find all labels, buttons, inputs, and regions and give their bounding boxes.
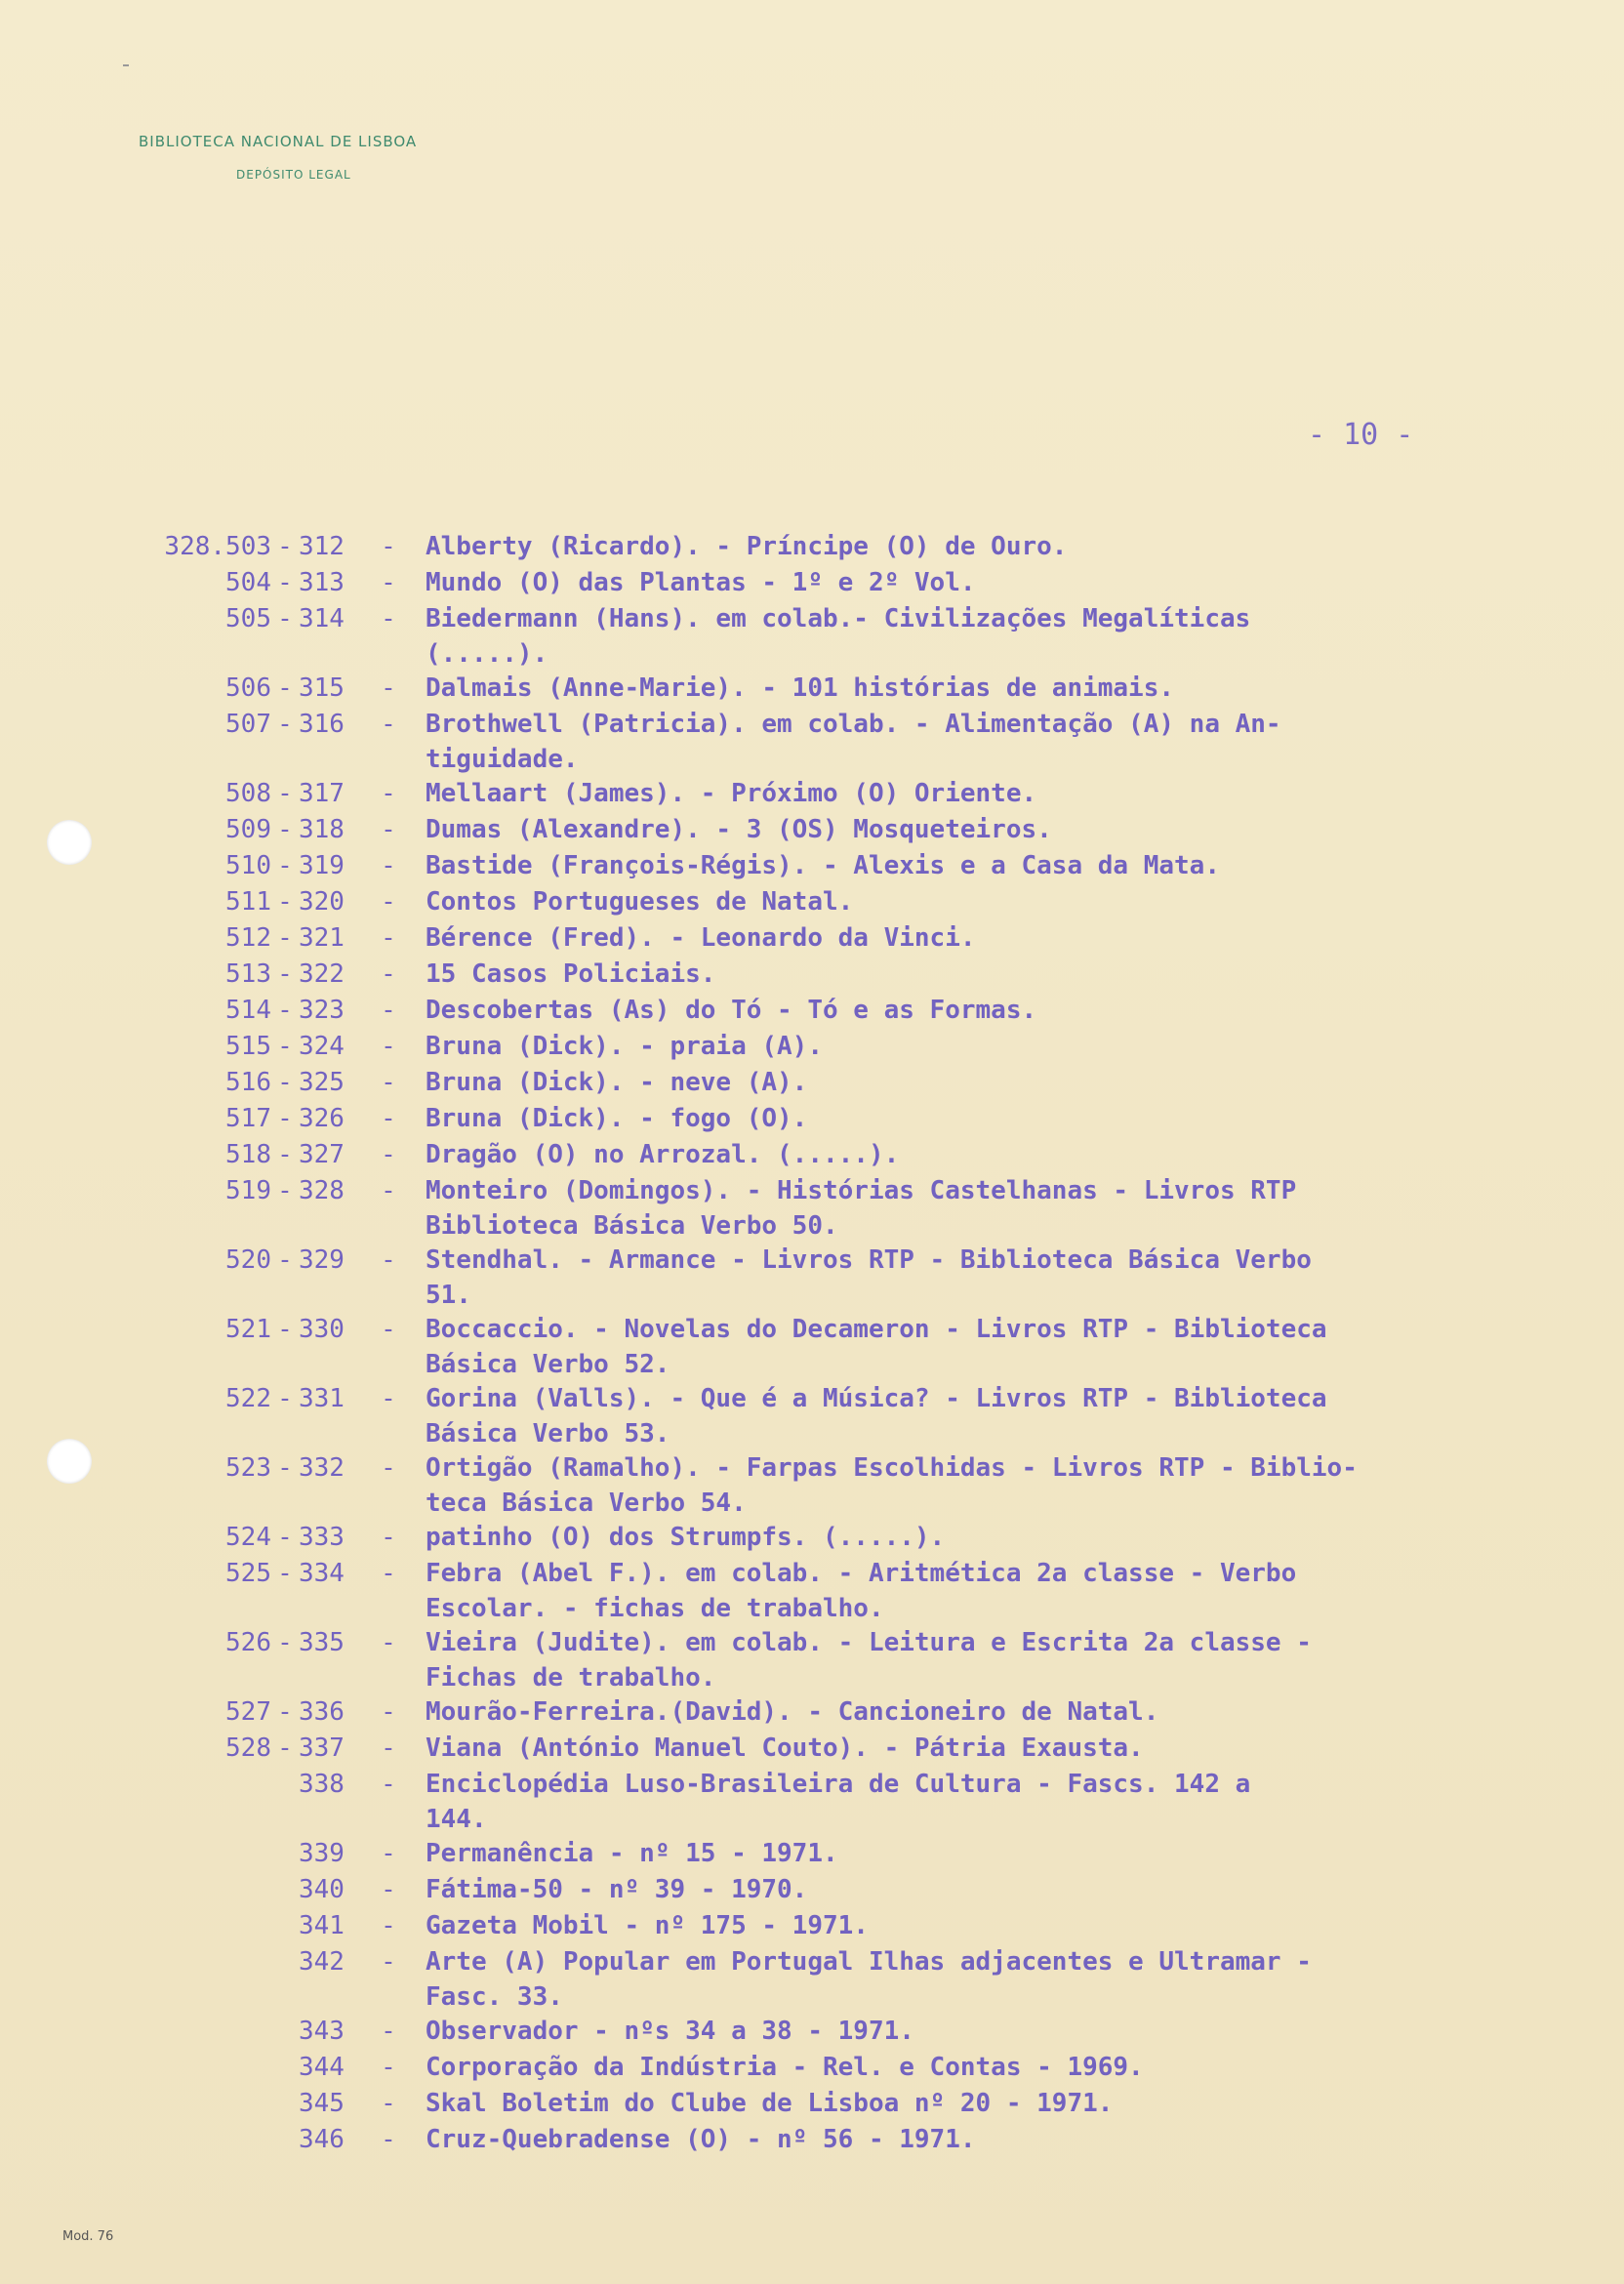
- entry-description: Enciclopédia Luso-Brasileira de Cultura - Fascs. 142 a: [426, 1770, 1251, 1799]
- entry-description: Arte (A) Popular em Portugal Ilhas adjacentes e Ultramar -: [426, 1947, 1312, 1977]
- entry-catalog-number: 505: [225, 604, 271, 633]
- entry-catalog-number: 528: [225, 1733, 271, 1763]
- entry-deposit-number: 339: [299, 1839, 345, 1868]
- entry-continuation-line: [0, 1592, 1624, 1625]
- entry-catalog-number: 518: [225, 1140, 271, 1169]
- entry-continuation-line: [0, 1980, 1624, 2014]
- entry-dash: -: [277, 1104, 293, 1133]
- entry-catalog-number: 521: [225, 1315, 271, 1344]
- entry-catalog-number: 511: [225, 887, 271, 917]
- register-entries: [0, 529, 1624, 2158]
- entry-continuation-line: [0, 1487, 1624, 1520]
- entry-row: [0, 565, 1624, 601]
- entry-dash: -: [381, 1875, 396, 1904]
- entry-description: Brothwell (Patricia). em colab. - Alimentação (A) na An-: [426, 710, 1281, 739]
- entry-row: [0, 1381, 1624, 1417]
- entry-description: Observador - nºs 34 a 38 - 1971.: [426, 2017, 914, 2046]
- entry-deposit-number: 316: [299, 710, 345, 739]
- entry-dash: -: [277, 851, 293, 880]
- entry-deposit-number: 338: [299, 1770, 345, 1799]
- entry-deposit-number: 333: [299, 1523, 345, 1552]
- entry-deposit-number: 324: [299, 1032, 345, 1061]
- entry-dash: -: [381, 2053, 396, 2082]
- entry-description: Cruz-Quebradense (O) - nº 56 - 1971.: [426, 2125, 976, 2154]
- entry-description: Mourão-Ferreira.(David). - Cancioneiro de Natal.: [426, 1697, 1159, 1727]
- entry-description: Stendhal. - Armance - Livros RTP - Biblioteca Básica Verbo: [426, 1245, 1312, 1275]
- entry-catalog-number: 328.503: [164, 532, 271, 561]
- entry-row: [0, 671, 1624, 707]
- entry-description: Ortigão (Ramalho). - Farpas Escolhidas - Livros RTP - Biblio-: [426, 1453, 1358, 1483]
- entry-deposit-number: 346: [299, 2125, 345, 2154]
- entry-dash: -: [277, 532, 293, 561]
- entry-catalog-number: 504: [225, 568, 271, 597]
- entry-continuation-line: [0, 637, 1624, 671]
- entry-description: 51.: [426, 1281, 471, 1310]
- entry-description: 15 Casos Policiais.: [426, 959, 716, 989]
- entry-continuation-line: [0, 1348, 1624, 1381]
- entry-dash: -: [277, 923, 293, 953]
- form-model-number: Mod. 76: [62, 2229, 114, 2244]
- entry-description: Básica Verbo 53.: [426, 1419, 670, 1448]
- entry-row: [0, 1173, 1624, 1209]
- entry-dash: -: [381, 923, 396, 953]
- entry-description: Gorina (Valls). - Que é a Música? - Livros RTP - Biblioteca: [426, 1384, 1327, 1413]
- entry-catalog-number: 514: [225, 996, 271, 1025]
- entry-description: Dalmais (Anne-Marie). - 101 histórias de animais.: [426, 673, 1175, 703]
- entry-row: [0, 812, 1624, 848]
- entry-dash: -: [381, 2017, 396, 2046]
- entry-description: tiguidade.: [426, 745, 579, 774]
- entry-row: [0, 920, 1624, 957]
- entry-dash: -: [277, 1523, 293, 1552]
- entry-dash: -: [381, 710, 396, 739]
- entry-catalog-number: 512: [225, 923, 271, 953]
- entry-catalog-number: 525: [225, 1559, 271, 1588]
- entry-deposit-number: 315: [299, 673, 345, 703]
- entry-row: [0, 848, 1624, 884]
- entry-deposit-number: 313: [299, 568, 345, 597]
- entry-description: Bruna (Dick). - praia (A).: [426, 1032, 823, 1061]
- entry-dash: -: [381, 1559, 396, 1588]
- entry-row: [0, 1520, 1624, 1556]
- entry-catalog-number: 513: [225, 959, 271, 989]
- entry-row: [0, 1065, 1624, 1101]
- entry-description: Descobertas (As) do Tó - Tó e as Formas.: [426, 996, 1037, 1025]
- entry-row: [0, 1450, 1624, 1487]
- entry-description: Monteiro (Domingos). - Histórias Castelhanas - Livros RTP: [426, 1176, 1297, 1205]
- entry-dash: -: [381, 1140, 396, 1169]
- entry-description: Biblioteca Básica Verbo 50.: [426, 1211, 838, 1241]
- entry-deposit-number: 318: [299, 815, 345, 844]
- entry-dash: -: [381, 1453, 396, 1483]
- entry-description: teca Básica Verbo 54.: [426, 1489, 747, 1518]
- entry-deposit-number: 341: [299, 1911, 345, 1940]
- entry-row: [0, 529, 1624, 565]
- entry-deposit-number: 340: [299, 1875, 345, 1904]
- entry-dash: -: [381, 996, 396, 1025]
- entry-description: Permanência - nº 15 - 1971.: [426, 1839, 838, 1868]
- entry-deposit-number: 327: [299, 1140, 345, 1169]
- entry-row: [0, 601, 1624, 637]
- entry-deposit-number: 334: [299, 1559, 345, 1588]
- entry-row: [0, 2050, 1624, 2086]
- entry-catalog-number: 520: [225, 1245, 271, 1275]
- entry-deposit-number: 343: [299, 2017, 345, 2046]
- entry-dash: -: [277, 1176, 293, 1205]
- entry-dash: -: [381, 1770, 396, 1799]
- entry-description: Mundo (O) das Plantas - 1º e 2º Vol.: [426, 568, 976, 597]
- entry-dash: -: [277, 604, 293, 633]
- entry-catalog-number: 519: [225, 1176, 271, 1205]
- entry-row: [0, 1243, 1624, 1279]
- entry-row: [0, 1944, 1624, 1980]
- entry-catalog-number: 523: [225, 1453, 271, 1483]
- entry-row: [0, 1556, 1624, 1592]
- entry-catalog-number: 517: [225, 1104, 271, 1133]
- entry-row: [0, 1694, 1624, 1731]
- entry-dash: -: [381, 815, 396, 844]
- entry-row: [0, 957, 1624, 993]
- entry-catalog-number: 508: [225, 779, 271, 808]
- entry-dash: -: [277, 1628, 293, 1657]
- entry-continuation-line: [0, 1417, 1624, 1450]
- entry-dash: -: [277, 887, 293, 917]
- entry-dash: -: [381, 604, 396, 633]
- entry-description: Fátima-50 - nº 39 - 1970.: [426, 1875, 808, 1904]
- entry-dash: -: [381, 2089, 396, 2118]
- entry-description: Contos Portugueses de Natal.: [426, 887, 854, 917]
- entry-description: 144.: [426, 1805, 487, 1834]
- entry-deposit-number: 314: [299, 604, 345, 633]
- entry-deposit-number: 342: [299, 1947, 345, 1977]
- entry-deposit-number: 331: [299, 1384, 345, 1413]
- entry-deposit-number: 325: [299, 1068, 345, 1097]
- letterhead-department: DEPÓSITO LEGAL: [236, 168, 351, 182]
- entry-description: Corporação da Indústria - Rel. e Contas - 1969.: [426, 2053, 1144, 2082]
- entry-continuation-line: [0, 1661, 1624, 1694]
- entry-catalog-number: 516: [225, 1068, 271, 1097]
- page-number: - 10 -: [1308, 418, 1414, 452]
- entry-description: patinho (O) dos Strumpfs. (.....).: [426, 1523, 946, 1552]
- entry-row: [0, 707, 1624, 743]
- entry-deposit-number: 319: [299, 851, 345, 880]
- entry-dash: -: [381, 1697, 396, 1727]
- entry-continuation-line: [0, 1803, 1624, 1836]
- entry-description: Dragão (O) no Arrozal. (.....).: [426, 1140, 900, 1169]
- entry-row: [0, 993, 1624, 1029]
- entry-deposit-number: 329: [299, 1245, 345, 1275]
- entry-catalog-number: 524: [225, 1523, 271, 1552]
- entry-catalog-number: 510: [225, 851, 271, 880]
- entry-dash: -: [277, 1140, 293, 1169]
- entry-row: [0, 1312, 1624, 1348]
- entry-deposit-number: 326: [299, 1104, 345, 1133]
- entry-continuation-line: [0, 1209, 1624, 1243]
- entry-deposit-number: 336: [299, 1697, 345, 1727]
- entry-row: [0, 2014, 1624, 2050]
- entry-description: Viana (António Manuel Couto). - Pátria Exausta.: [426, 1733, 1144, 1763]
- entry-deposit-number: 323: [299, 996, 345, 1025]
- entry-row: [0, 1767, 1624, 1803]
- entry-row: [0, 884, 1624, 920]
- entry-row: [0, 1029, 1624, 1065]
- entry-dash: -: [277, 568, 293, 597]
- entry-catalog-number: 522: [225, 1384, 271, 1413]
- entry-deposit-number: 335: [299, 1628, 345, 1657]
- entry-dash: -: [381, 1839, 396, 1868]
- entry-dash: -: [277, 779, 293, 808]
- entry-dash: -: [381, 532, 396, 561]
- entry-description: Bastide (François-Régis). - Alexis e a Casa da Mata.: [426, 851, 1220, 880]
- entry-dash: -: [277, 959, 293, 989]
- entry-description: (.....).: [426, 639, 548, 669]
- entry-continuation-line: [0, 743, 1624, 776]
- entry-dash: -: [277, 1384, 293, 1413]
- entry-deposit-number: 332: [299, 1453, 345, 1483]
- entry-dash: -: [277, 1245, 293, 1275]
- entry-description: Fichas de trabalho.: [426, 1663, 716, 1693]
- entry-dash: -: [381, 1628, 396, 1657]
- entry-dash: -: [381, 1733, 396, 1763]
- entry-catalog-number: 506: [225, 673, 271, 703]
- entry-dash: -: [381, 1911, 396, 1940]
- entry-dash: -: [277, 996, 293, 1025]
- entry-deposit-number: 322: [299, 959, 345, 989]
- entry-catalog-number: 527: [225, 1697, 271, 1727]
- entry-dash: -: [381, 1523, 396, 1552]
- entry-dash: -: [381, 1245, 396, 1275]
- entry-description: Dumas (Alexandre). - 3 (OS) Mosqueteiros.: [426, 815, 1052, 844]
- entry-deposit-number: 317: [299, 779, 345, 808]
- entry-dash: -: [381, 1032, 396, 1061]
- entry-row: [0, 2122, 1624, 2158]
- entry-description: Alberty (Ricardo). - Príncipe (O) de Ouro.: [426, 532, 1068, 561]
- entry-dash: -: [381, 779, 396, 808]
- entry-continuation-line: [0, 1279, 1624, 1312]
- entry-dash: -: [381, 1176, 396, 1205]
- entry-dash: -: [277, 1559, 293, 1588]
- entry-description: Bruna (Dick). - neve (A).: [426, 1068, 808, 1097]
- entry-row: [0, 1137, 1624, 1173]
- entry-dash: -: [381, 568, 396, 597]
- entry-description: Gazeta Mobil - nº 175 - 1971.: [426, 1911, 869, 1940]
- entry-deposit-number: 330: [299, 1315, 345, 1344]
- entry-deposit-number: 320: [299, 887, 345, 917]
- entry-dash: -: [381, 1104, 396, 1133]
- entry-row: [0, 2086, 1624, 2122]
- entry-deposit-number: 321: [299, 923, 345, 953]
- entry-row: [0, 776, 1624, 812]
- entry-description: Fasc. 33.: [426, 1982, 563, 2012]
- entry-dash: -: [277, 1697, 293, 1727]
- entry-description: Biedermann (Hans). em colab.- Civilizações Megalíticas: [426, 604, 1251, 633]
- entry-dash: -: [381, 1068, 396, 1097]
- entry-dash: -: [277, 710, 293, 739]
- entry-deposit-number: 344: [299, 2053, 345, 2082]
- entry-dash: -: [277, 1032, 293, 1061]
- entry-description: Febra (Abel F.). em colab. - Aritmética 2a classe - Verbo: [426, 1559, 1297, 1588]
- letterhead-institution: BIBLIOTECA NACIONAL DE LISBOA: [139, 133, 418, 150]
- entry-dash: -: [277, 815, 293, 844]
- entry-description: Bruna (Dick). - fogo (O).: [426, 1104, 808, 1133]
- paper-speck: [123, 64, 129, 66]
- entry-description: Bérence (Fred). - Leonardo da Vinci.: [426, 923, 976, 953]
- entry-row: [0, 1908, 1624, 1944]
- entry-deposit-number: 312: [299, 532, 345, 561]
- entry-dash: -: [381, 959, 396, 989]
- entry-dash: -: [381, 851, 396, 880]
- entry-row: [0, 1872, 1624, 1908]
- entry-row: [0, 1101, 1624, 1137]
- entry-deposit-number: 328: [299, 1176, 345, 1205]
- entry-description: Vieira (Judite). em colab. - Leitura e Escrita 2a classe -: [426, 1628, 1312, 1657]
- entry-dash: -: [381, 673, 396, 703]
- entry-description: Mellaart (James). - Próximo (O) Oriente.: [426, 779, 1037, 808]
- entry-description: Skal Boletim do Clube de Lisboa nº 20 - 1971.: [426, 2089, 1114, 2118]
- entry-catalog-number: 526: [225, 1628, 271, 1657]
- entry-deposit-number: 345: [299, 2089, 345, 2118]
- entry-dash: -: [277, 1453, 293, 1483]
- entry-dash: -: [381, 1947, 396, 1977]
- entry-dash: -: [381, 1315, 396, 1344]
- entry-row: [0, 1625, 1624, 1661]
- entry-catalog-number: 515: [225, 1032, 271, 1061]
- entry-catalog-number: 507: [225, 710, 271, 739]
- entry-row: [0, 1836, 1624, 1872]
- entry-dash: -: [381, 2125, 396, 2154]
- letterhead: [139, 133, 418, 182]
- entry-dash: -: [277, 673, 293, 703]
- entry-dash: -: [381, 887, 396, 917]
- entry-catalog-number: 509: [225, 815, 271, 844]
- entry-description: Boccaccio. - Novelas do Decameron - Livros RTP - Biblioteca: [426, 1315, 1327, 1344]
- entry-dash: -: [381, 1384, 396, 1413]
- entry-row: [0, 1731, 1624, 1767]
- entry-description: Escolar. - fichas de trabalho.: [426, 1594, 884, 1623]
- entry-description: Básica Verbo 52.: [426, 1350, 670, 1379]
- entry-dash: -: [277, 1068, 293, 1097]
- entry-deposit-number: 337: [299, 1733, 345, 1763]
- entry-dash: -: [277, 1733, 293, 1763]
- entry-dash: -: [277, 1315, 293, 1344]
